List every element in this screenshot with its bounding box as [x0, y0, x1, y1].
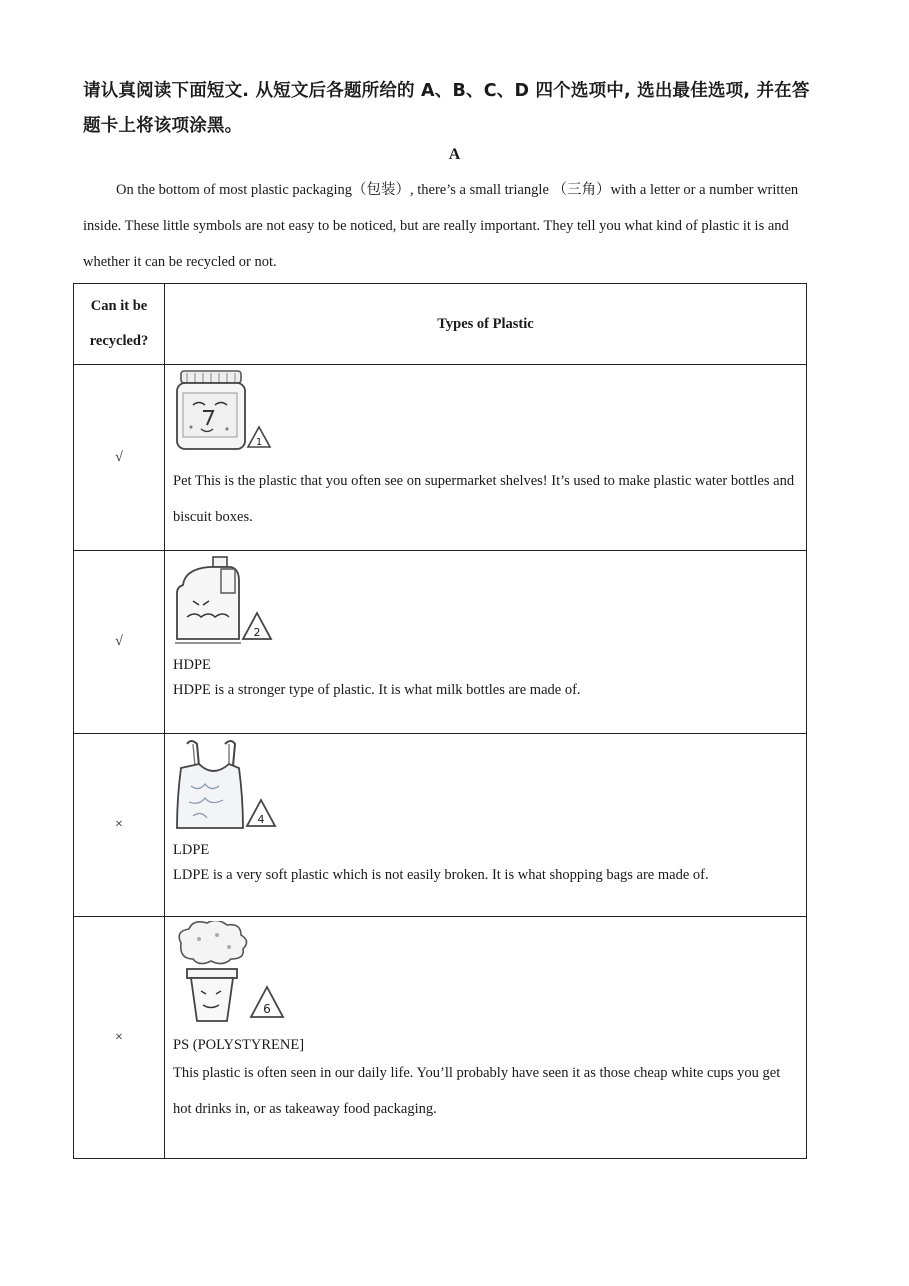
plastic-description: Pet This is the plastic that you often see on supermarket shelves! It’s used to make plastic water bottles and biscuit boxes. [173, 473, 795, 525]
header-types: Types of Plastic [165, 284, 807, 365]
plastic-types-table [73, 283, 807, 1159]
plastic-type-cell [165, 365, 807, 551]
shopping-bag-icon [173, 738, 277, 830]
header-recyclable: Can it be recycled? [74, 284, 165, 365]
triangle-number: 4 [257, 813, 265, 826]
milk-jug-icon [173, 555, 273, 645]
plastic-description: This plastic is often seen in our daily life. You’ll probably have seen it as those cheap white cups you get hot drinks in, or as takeaway food packaging. [173, 1065, 781, 1117]
plastic-name: PS (POLYSTYRENE] [173, 1037, 305, 1053]
recyclable-mark: × [74, 734, 165, 917]
table-row [74, 365, 807, 551]
recyclable-mark: √ [74, 365, 165, 551]
foam-cup-icon [173, 921, 285, 1025]
plastic-type-cell [165, 734, 807, 917]
table-row [74, 917, 807, 1159]
recyclable-mark: × [74, 917, 165, 1159]
table-row [74, 551, 807, 734]
table-row [74, 734, 807, 917]
plastic-name: LDPE [173, 842, 210, 858]
triangle-number: 6 [263, 1002, 271, 1016]
plastic-type-cell [165, 917, 807, 1159]
triangle-number: 1 [255, 437, 263, 448]
recyclable-mark: √ [74, 551, 165, 734]
plastic-type-cell [165, 551, 807, 734]
jar-icon [173, 369, 273, 453]
plastic-description: HDPE is a stronger type of plastic. It is what milk bottles are made of. [173, 682, 581, 698]
table-header-row [74, 284, 807, 365]
section-label: A [448, 146, 461, 163]
instruction-text: 请认真阅读下面短文. 从短文后各题所给的 A、B、C、D 四个选项中, 选出最佳选项, 并在答题卡上将该项涂黑。 [83, 81, 810, 136]
triangle-number: 2 [253, 626, 261, 639]
plastic-name: HDPE [173, 657, 211, 673]
plastic-description: LDPE is a very soft plastic which is not easily broken. It is what shopping bags are made of. [173, 867, 709, 883]
intro-paragraph: On the bottom of most plastic packaging（包装）, there’s a small triangle （三角）with a letter or a number written inside. These little symbols are not easy to be noticed, but are really important. They tell you what kind of plastic it is and whether it can be recycled or not. [83, 182, 799, 270]
